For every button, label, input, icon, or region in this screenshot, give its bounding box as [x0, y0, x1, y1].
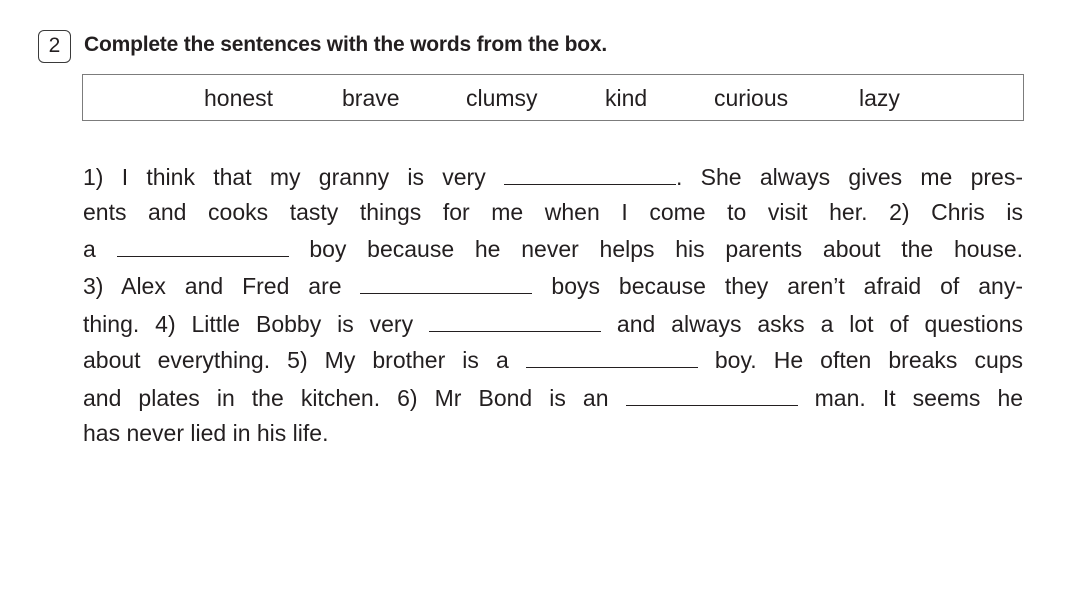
- line-text-after: boy because he never helps his parents about the house.: [309, 236, 1024, 262]
- line-text-before: and plates in the kitchen. 6) Mr Bond is an: [83, 385, 609, 411]
- line-text: has never lied in his life.: [83, 420, 329, 446]
- answer-blank-2[interactable]: [117, 237, 289, 257]
- line-text-before: 1) I think that my granny is very: [83, 164, 486, 190]
- text-line-1: [83, 163, 1023, 191]
- word-box-item: curious: [714, 85, 789, 111]
- line-text-after: . She always gives me pres-: [676, 164, 1023, 190]
- answer-blank-1[interactable]: [504, 165, 676, 185]
- text-line-6: [83, 346, 1023, 374]
- line-text-before: about everything. 5) My brother is a: [83, 347, 509, 373]
- text-line-4: [83, 272, 1023, 300]
- answer-blank-3[interactable]: [360, 274, 532, 294]
- word-box-item: brave: [342, 85, 400, 111]
- word-box-item: kind: [605, 85, 648, 111]
- exercise-instruction: Complete the sentences with the words from the box.: [84, 33, 608, 56]
- word-box-item: clumsy: [466, 85, 538, 111]
- exercise-number-badge: 2: [38, 30, 71, 63]
- text-line-7: [83, 384, 1023, 412]
- text-line-2: [83, 198, 1023, 226]
- line-text-before: thing. 4) Little Bobby is very: [83, 311, 414, 337]
- answer-blank-5[interactable]: [526, 348, 698, 368]
- text-line-5: [83, 310, 1023, 338]
- line-text-after: man. It seems he: [814, 385, 1024, 411]
- line-text-before: a: [83, 236, 96, 262]
- text-line-8: [83, 419, 1023, 447]
- word-box: [82, 74, 1024, 121]
- word-box-item: lazy: [859, 85, 900, 111]
- line-text: ents and cooks tasty things for me when I come to visit her. 2) Chris is: [83, 199, 1023, 225]
- answer-blank-6[interactable]: [626, 386, 798, 406]
- word-box-item: honest: [204, 85, 274, 111]
- answer-blank-4[interactable]: [429, 312, 601, 332]
- line-text-after: boys because they aren’t afraid of any-: [551, 273, 1023, 299]
- line-text-after: and always asks a lot of questions: [616, 311, 1024, 337]
- text-line-3: [83, 235, 1023, 263]
- line-text-after: boy. He often breaks cups: [714, 347, 1024, 373]
- line-text-before: 3) Alex and Fred are: [83, 273, 342, 299]
